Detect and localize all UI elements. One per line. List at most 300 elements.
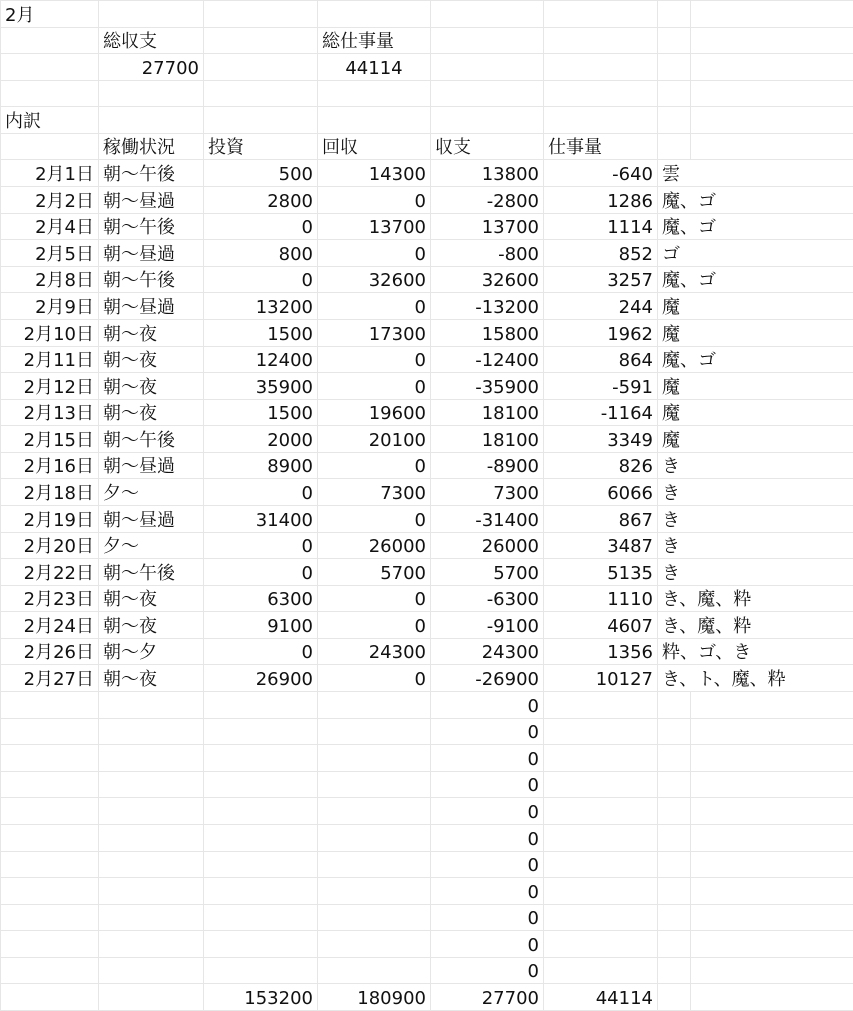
cell[interactable]: [318, 80, 431, 107]
cell[interactable]: [204, 80, 318, 107]
cell[interactable]: [691, 80, 853, 107]
recovery-cell[interactable]: 24300: [318, 638, 431, 665]
investment-cell[interactable]: 6300: [204, 585, 318, 612]
cell[interactable]: [431, 54, 544, 81]
cell[interactable]: [318, 878, 431, 905]
investment-cell[interactable]: 8900: [204, 452, 318, 479]
cell[interactable]: [99, 851, 204, 878]
note-cell[interactable]: き: [658, 452, 853, 479]
date-cell[interactable]: 2月8日: [1, 266, 99, 293]
date-cell[interactable]: 2月11日: [1, 346, 99, 373]
note-cell[interactable]: き: [658, 532, 853, 559]
recovery-cell[interactable]: 0: [318, 187, 431, 214]
date-cell[interactable]: 2月20日: [1, 532, 99, 559]
note-cell[interactable]: 魔、ゴ: [658, 187, 853, 214]
recovery-cell[interactable]: 19600: [318, 399, 431, 426]
recovery-cell[interactable]: 0: [318, 612, 431, 639]
balance-cell[interactable]: 18100: [431, 399, 544, 426]
balance-cell[interactable]: -800: [431, 240, 544, 267]
breakdown-label[interactable]: 内訳: [1, 107, 99, 134]
balance-cell[interactable]: 24300: [431, 638, 544, 665]
cell[interactable]: [204, 931, 318, 958]
balance-cell[interactable]: 18100: [431, 426, 544, 453]
note-cell[interactable]: 粋、ゴ、き: [658, 638, 853, 665]
cell[interactable]: [691, 878, 853, 905]
cell[interactable]: [658, 798, 691, 825]
recovery-cell[interactable]: 0: [318, 452, 431, 479]
cell[interactable]: [1, 27, 99, 54]
balance-cell[interactable]: 0: [431, 931, 544, 958]
note-cell[interactable]: 魔、ゴ: [658, 213, 853, 240]
investment-cell[interactable]: 800: [204, 240, 318, 267]
balance-cell[interactable]: 13700: [431, 213, 544, 240]
date-cell[interactable]: 2月12日: [1, 373, 99, 400]
cell[interactable]: [1, 931, 99, 958]
cell[interactable]: [658, 692, 691, 719]
investment-cell[interactable]: 9100: [204, 612, 318, 639]
cell[interactable]: [204, 851, 318, 878]
cell[interactable]: [99, 931, 204, 958]
date-cell[interactable]: 2月13日: [1, 399, 99, 426]
workload-cell[interactable]: 864: [544, 346, 658, 373]
status-cell[interactable]: 朝〜午後: [99, 426, 204, 453]
cell[interactable]: [1, 878, 99, 905]
cell[interactable]: [691, 27, 853, 54]
investment-cell[interactable]: 0: [204, 479, 318, 506]
header-balance[interactable]: 収支: [431, 133, 544, 160]
status-cell[interactable]: 朝〜昼過: [99, 240, 204, 267]
table-row: [1, 160, 853, 187]
table-row: [1, 612, 853, 639]
date-cell[interactable]: 2月10日: [1, 319, 99, 346]
cell[interactable]: [1, 745, 99, 772]
workload-cell[interactable]: 1110: [544, 585, 658, 612]
cell[interactable]: [691, 54, 853, 81]
recovery-cell[interactable]: 0: [318, 505, 431, 532]
workload-cell[interactable]: -1164: [544, 399, 658, 426]
investment-cell[interactable]: 12400: [204, 346, 318, 373]
cell[interactable]: [1, 798, 99, 825]
balance-cell[interactable]: -6300: [431, 585, 544, 612]
cell[interactable]: [99, 984, 204, 1011]
status-cell[interactable]: 朝〜昼過: [99, 505, 204, 532]
cell[interactable]: [204, 1, 318, 28]
note-cell[interactable]: き: [658, 505, 853, 532]
recovery-cell[interactable]: 0: [318, 373, 431, 400]
cell[interactable]: [204, 824, 318, 851]
cell[interactable]: [544, 107, 658, 134]
cell[interactable]: [1, 133, 99, 160]
month-title-cell[interactable]: 2月: [1, 1, 99, 28]
balance-cell[interactable]: 32600: [431, 266, 544, 293]
cell[interactable]: [99, 904, 204, 931]
balance-cell[interactable]: -13200: [431, 293, 544, 320]
workload-cell[interactable]: 852: [544, 240, 658, 267]
investment-cell[interactable]: 35900: [204, 373, 318, 400]
investment-cell[interactable]: 0: [204, 266, 318, 293]
workload-cell[interactable]: 5135: [544, 559, 658, 586]
workload-cell[interactable]: 867: [544, 505, 658, 532]
date-cell[interactable]: 2月19日: [1, 505, 99, 532]
table-row: [1, 213, 853, 240]
note-cell[interactable]: き、魔、粋: [658, 585, 853, 612]
cell[interactable]: [658, 745, 691, 772]
balance-cell[interactable]: 0: [431, 878, 544, 905]
date-cell[interactable]: 2月5日: [1, 240, 99, 267]
cell[interactable]: [658, 27, 691, 54]
recovery-cell[interactable]: 0: [318, 585, 431, 612]
workload-cell[interactable]: 1114: [544, 213, 658, 240]
date-cell[interactable]: 2月24日: [1, 612, 99, 639]
workload-cell[interactable]: -640: [544, 160, 658, 187]
status-cell[interactable]: 朝〜午後: [99, 160, 204, 187]
balance-cell[interactable]: 0: [431, 745, 544, 772]
recovery-cell[interactable]: 14300: [318, 160, 431, 187]
workload-cell[interactable]: 1286: [544, 187, 658, 214]
investment-cell[interactable]: 1500: [204, 319, 318, 346]
recovery-cell[interactable]: 17300: [318, 319, 431, 346]
status-cell[interactable]: 朝〜夜: [99, 612, 204, 639]
cell[interactable]: [99, 80, 204, 107]
cell[interactable]: [544, 957, 658, 984]
cell[interactable]: [99, 824, 204, 851]
recovery-cell[interactable]: 0: [318, 665, 431, 692]
cell[interactable]: [544, 718, 658, 745]
status-cell[interactable]: 朝〜昼過: [99, 187, 204, 214]
date-cell[interactable]: 2月2日: [1, 187, 99, 214]
cell[interactable]: [1, 824, 99, 851]
cell[interactable]: [204, 27, 318, 54]
grid-body: [1, 1, 853, 1011]
table-row: [1, 638, 853, 665]
cell[interactable]: [691, 851, 853, 878]
total-recovery-cell[interactable]: 180900: [318, 984, 431, 1011]
cell[interactable]: [204, 54, 318, 81]
cell[interactable]: [658, 1, 691, 28]
cell[interactable]: [544, 692, 658, 719]
date-cell[interactable]: 2月4日: [1, 213, 99, 240]
date-cell[interactable]: 2月15日: [1, 426, 99, 453]
recovery-cell[interactable]: 32600: [318, 266, 431, 293]
cell[interactable]: [318, 771, 431, 798]
date-cell[interactable]: 2月27日: [1, 665, 99, 692]
status-cell[interactable]: 朝〜昼過: [99, 293, 204, 320]
status-cell[interactable]: 朝〜午後: [99, 559, 204, 586]
cell[interactable]: [204, 107, 318, 134]
workload-cell[interactable]: 1356: [544, 638, 658, 665]
cell[interactable]: [544, 1, 658, 28]
cell[interactable]: [691, 692, 853, 719]
cell[interactable]: [1, 851, 99, 878]
header-investment[interactable]: 投資: [204, 133, 318, 160]
table-row: [1, 532, 853, 559]
status-cell[interactable]: 朝〜夜: [99, 585, 204, 612]
cell[interactable]: [99, 878, 204, 905]
cell[interactable]: [204, 771, 318, 798]
balance-cell[interactable]: -31400: [431, 505, 544, 532]
cell[interactable]: [691, 904, 853, 931]
investment-cell[interactable]: 2000: [204, 426, 318, 453]
cell[interactable]: [1, 904, 99, 931]
cell[interactable]: [691, 771, 853, 798]
cell[interactable]: [691, 824, 853, 851]
balance-cell[interactable]: 0: [431, 957, 544, 984]
date-cell[interactable]: 2月26日: [1, 638, 99, 665]
cell[interactable]: [658, 904, 691, 931]
cell[interactable]: [99, 107, 204, 134]
cell[interactable]: [691, 1, 853, 28]
recovery-cell[interactable]: 20100: [318, 426, 431, 453]
workload-cell[interactable]: 3349: [544, 426, 658, 453]
workload-cell[interactable]: 3487: [544, 532, 658, 559]
cell[interactable]: [691, 107, 853, 134]
status-cell[interactable]: 朝〜夕: [99, 638, 204, 665]
cell[interactable]: [318, 692, 431, 719]
cell[interactable]: [691, 957, 853, 984]
cell[interactable]: [99, 718, 204, 745]
total-workload-value[interactable]: 44114: [318, 54, 431, 81]
table-row: [1, 878, 853, 905]
cell[interactable]: [658, 824, 691, 851]
recovery-cell[interactable]: 5700: [318, 559, 431, 586]
balance-cell[interactable]: 0: [431, 851, 544, 878]
note-cell[interactable]: 魔、ゴ: [658, 266, 853, 293]
balance-cell[interactable]: 26000: [431, 532, 544, 559]
balance-cell[interactable]: 0: [431, 798, 544, 825]
cell[interactable]: [99, 745, 204, 772]
cell[interactable]: [318, 798, 431, 825]
note-cell[interactable]: 魔: [658, 426, 853, 453]
note-cell[interactable]: 雲: [658, 160, 853, 187]
cell[interactable]: [658, 878, 691, 905]
cell[interactable]: [658, 133, 691, 160]
cell[interactable]: [691, 984, 853, 1011]
cell[interactable]: [544, 904, 658, 931]
date-cell[interactable]: 2月23日: [1, 585, 99, 612]
total-workload-label[interactable]: 総仕事量: [318, 27, 431, 54]
workload-cell[interactable]: 1962: [544, 319, 658, 346]
cell[interactable]: [431, 80, 544, 107]
cell[interactable]: [204, 692, 318, 719]
cell[interactable]: [544, 931, 658, 958]
row-breakdown-label: [1, 107, 853, 134]
workload-cell[interactable]: 826: [544, 452, 658, 479]
table-row: [1, 824, 853, 851]
status-cell[interactable]: 朝〜夜: [99, 665, 204, 692]
total-investment-cell[interactable]: 153200: [204, 984, 318, 1011]
cell[interactable]: [1, 80, 99, 107]
balance-cell[interactable]: 15800: [431, 319, 544, 346]
row-month-title: [1, 1, 853, 28]
balance-cell[interactable]: -26900: [431, 665, 544, 692]
status-cell[interactable]: 夕〜: [99, 532, 204, 559]
cell[interactable]: [318, 718, 431, 745]
total-balance-value[interactable]: 27700: [99, 54, 204, 81]
cell[interactable]: [99, 771, 204, 798]
cell[interactable]: [1, 692, 99, 719]
investment-cell[interactable]: 1500: [204, 399, 318, 426]
investment-cell[interactable]: 31400: [204, 505, 318, 532]
investment-cell[interactable]: 0: [204, 559, 318, 586]
cell[interactable]: [204, 904, 318, 931]
note-cell[interactable]: 魔: [658, 399, 853, 426]
status-cell[interactable]: 朝〜夜: [99, 399, 204, 426]
cell[interactable]: [318, 824, 431, 851]
cell[interactable]: [318, 931, 431, 958]
table-row: [1, 771, 853, 798]
cell[interactable]: [658, 80, 691, 107]
recovery-cell[interactable]: 13700: [318, 213, 431, 240]
balance-cell[interactable]: -12400: [431, 346, 544, 373]
date-cell[interactable]: 2月22日: [1, 559, 99, 586]
cell[interactable]: [691, 133, 853, 160]
status-cell[interactable]: 朝〜夜: [99, 346, 204, 373]
note-cell[interactable]: き、魔、粋: [658, 612, 853, 639]
cell[interactable]: [658, 107, 691, 134]
table-row: [1, 240, 853, 267]
note-cell[interactable]: き: [658, 479, 853, 506]
status-cell[interactable]: 朝〜昼過: [99, 452, 204, 479]
cell[interactable]: [204, 957, 318, 984]
cell[interactable]: [658, 771, 691, 798]
investment-cell[interactable]: 26900: [204, 665, 318, 692]
cell[interactable]: [431, 27, 544, 54]
workload-cell[interactable]: 10127: [544, 665, 658, 692]
recovery-cell[interactable]: 7300: [318, 479, 431, 506]
cell[interactable]: [204, 878, 318, 905]
note-cell[interactable]: ゴ: [658, 240, 853, 267]
cell[interactable]: [544, 878, 658, 905]
balance-cell[interactable]: 7300: [431, 479, 544, 506]
cell[interactable]: [99, 798, 204, 825]
balance-cell[interactable]: -2800: [431, 187, 544, 214]
balance-cell[interactable]: 0: [431, 718, 544, 745]
cell[interactable]: [204, 745, 318, 772]
cell[interactable]: [204, 718, 318, 745]
workload-cell[interactable]: 6066: [544, 479, 658, 506]
balance-cell[interactable]: 5700: [431, 559, 544, 586]
cell[interactable]: [544, 851, 658, 878]
status-cell[interactable]: 朝〜夜: [99, 373, 204, 400]
cell[interactable]: [544, 54, 658, 81]
note-cell[interactable]: 魔: [658, 293, 853, 320]
cell[interactable]: [544, 771, 658, 798]
investment-cell[interactable]: 0: [204, 213, 318, 240]
cell[interactable]: [99, 692, 204, 719]
cell[interactable]: [99, 957, 204, 984]
cell[interactable]: [1, 54, 99, 81]
investment-cell[interactable]: 2800: [204, 187, 318, 214]
recovery-cell[interactable]: 0: [318, 240, 431, 267]
row-blank: [1, 80, 853, 107]
status-cell[interactable]: 夕〜: [99, 479, 204, 506]
cell[interactable]: [691, 931, 853, 958]
table-row: [1, 718, 853, 745]
workload-cell[interactable]: 4607: [544, 612, 658, 639]
date-cell[interactable]: 2月1日: [1, 160, 99, 187]
cell[interactable]: [658, 851, 691, 878]
note-cell[interactable]: 魔、ゴ: [658, 346, 853, 373]
table-row: [1, 692, 853, 719]
workload-cell[interactable]: -591: [544, 373, 658, 400]
total-balance-label[interactable]: 総収支: [99, 27, 204, 54]
cell[interactable]: [431, 107, 544, 134]
investment-cell[interactable]: 500: [204, 160, 318, 187]
date-cell[interactable]: 2月18日: [1, 479, 99, 506]
date-cell[interactable]: 2月16日: [1, 452, 99, 479]
cell[interactable]: [318, 851, 431, 878]
recovery-cell[interactable]: 0: [318, 293, 431, 320]
balance-cell[interactable]: 0: [431, 771, 544, 798]
cell[interactable]: [658, 957, 691, 984]
cell[interactable]: [691, 745, 853, 772]
recovery-cell[interactable]: 0: [318, 346, 431, 373]
balance-cell[interactable]: 0: [431, 904, 544, 931]
cell[interactable]: [544, 824, 658, 851]
cell[interactable]: [691, 798, 853, 825]
cell[interactable]: [431, 1, 544, 28]
cell[interactable]: [318, 904, 431, 931]
balance-cell[interactable]: 0: [431, 824, 544, 851]
cell[interactable]: [544, 80, 658, 107]
status-cell[interactable]: 朝〜午後: [99, 213, 204, 240]
total-balance-cell[interactable]: 27700: [431, 984, 544, 1011]
note-cell[interactable]: き: [658, 559, 853, 586]
note-cell[interactable]: き、ト、魔、粋: [658, 665, 853, 692]
balance-cell[interactable]: 0: [431, 692, 544, 719]
cell[interactable]: [99, 1, 204, 28]
cell[interactable]: [544, 27, 658, 54]
cell[interactable]: [318, 957, 431, 984]
note-cell[interactable]: 魔: [658, 373, 853, 400]
cell[interactable]: [1, 957, 99, 984]
workload-cell[interactable]: 244: [544, 293, 658, 320]
cell[interactable]: [544, 798, 658, 825]
cell[interactable]: [658, 54, 691, 81]
status-cell[interactable]: 朝〜午後: [99, 266, 204, 293]
total-workload-cell[interactable]: 44114: [544, 984, 658, 1011]
cell[interactable]: [658, 718, 691, 745]
cell[interactable]: [1, 984, 99, 1011]
cell[interactable]: [658, 931, 691, 958]
recovery-cell[interactable]: 26000: [318, 532, 431, 559]
header-status[interactable]: 稼働状況: [99, 133, 204, 160]
cell[interactable]: [658, 984, 691, 1011]
cell[interactable]: [204, 798, 318, 825]
balance-cell[interactable]: -35900: [431, 373, 544, 400]
cell[interactable]: [318, 107, 431, 134]
status-cell[interactable]: 朝〜夜: [99, 319, 204, 346]
cell[interactable]: [1, 771, 99, 798]
date-cell[interactable]: 2月9日: [1, 293, 99, 320]
cell[interactable]: [1, 718, 99, 745]
investment-cell[interactable]: 0: [204, 532, 318, 559]
balance-cell[interactable]: -8900: [431, 452, 544, 479]
cell[interactable]: [544, 745, 658, 772]
header-workload[interactable]: 仕事量: [544, 133, 658, 160]
cell[interactable]: [318, 1, 431, 28]
balance-cell[interactable]: -9100: [431, 612, 544, 639]
cell[interactable]: [318, 745, 431, 772]
investment-cell[interactable]: 13200: [204, 293, 318, 320]
workload-cell[interactable]: 3257: [544, 266, 658, 293]
balance-cell[interactable]: 13800: [431, 160, 544, 187]
investment-cell[interactable]: 0: [204, 638, 318, 665]
note-cell[interactable]: 魔: [658, 319, 853, 346]
table-row: [1, 319, 853, 346]
header-recovery[interactable]: 回収: [318, 133, 431, 160]
cell[interactable]: [691, 718, 853, 745]
